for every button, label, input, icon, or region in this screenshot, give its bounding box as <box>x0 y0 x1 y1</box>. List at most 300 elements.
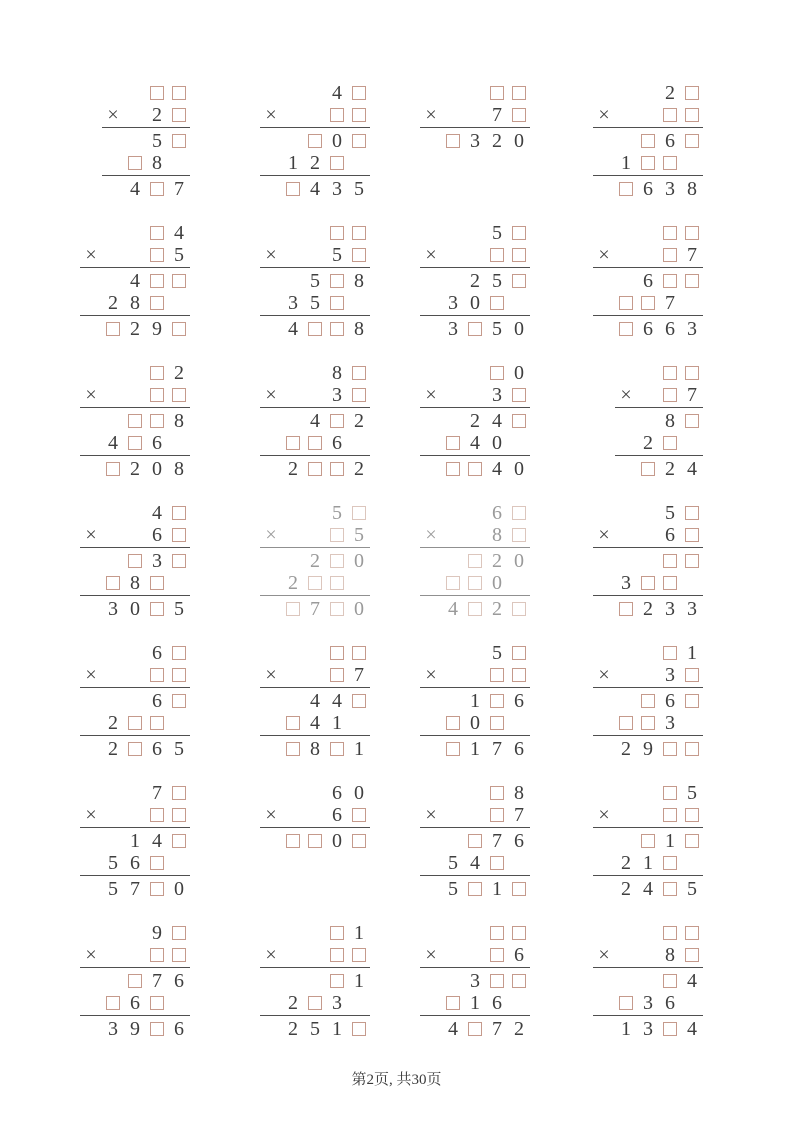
box-cell <box>348 944 370 966</box>
box-cell <box>659 1018 681 1040</box>
digit-cell: 4 <box>152 830 162 852</box>
horizontal-rule <box>420 127 530 128</box>
problem-line <box>420 318 530 340</box>
box-cell <box>348 130 370 152</box>
empty-cell <box>464 524 486 546</box>
missing-digit-box <box>172 646 186 660</box>
missing-digit-box <box>512 414 526 428</box>
box-cell <box>326 664 348 686</box>
missing-digit-box <box>685 694 699 708</box>
empty-cell <box>260 598 282 620</box>
problem-line <box>420 970 530 992</box>
problem-line <box>593 222 703 244</box>
empty-cell <box>420 712 442 734</box>
digit-cell: 0 <box>514 362 524 384</box>
digit-cell: 2 <box>470 270 480 292</box>
empty-cell <box>348 152 370 174</box>
box-cell <box>681 830 703 852</box>
digit-cell: 7 <box>492 738 502 760</box>
missing-digit-box <box>468 834 482 848</box>
empty-cell <box>442 104 464 126</box>
missing-digit-box <box>490 808 504 822</box>
empty-cell <box>420 878 442 900</box>
problem-line <box>260 130 370 152</box>
box-cell <box>146 384 168 406</box>
problem-line <box>260 690 370 712</box>
empty-cell <box>260 922 282 944</box>
empty-cell <box>593 82 615 104</box>
problem-line <box>260 664 370 686</box>
problem-line <box>260 944 370 966</box>
digit-cell: 8 <box>354 270 364 292</box>
horizontal-rule <box>593 687 703 688</box>
problem-line <box>260 922 370 944</box>
digit-cell: 6 <box>152 642 162 664</box>
missing-digit-box <box>352 1022 366 1036</box>
problem-line <box>593 292 703 314</box>
digit-cell: 4 <box>687 458 697 480</box>
missing-digit-box <box>619 322 633 336</box>
empty-cell <box>348 572 370 594</box>
empty-cell <box>615 222 637 244</box>
missing-digit-box <box>150 716 164 730</box>
empty-cell <box>615 782 637 804</box>
missing-digit-box <box>468 882 482 896</box>
problem-line <box>420 830 530 852</box>
empty-cell <box>124 502 146 524</box>
empty-cell <box>102 550 124 572</box>
box-cell <box>659 738 681 760</box>
box-cell <box>681 524 703 546</box>
box-cell <box>326 318 348 340</box>
missing-digit-box <box>663 388 677 402</box>
digit-cell: 6 <box>665 690 675 712</box>
problem-line <box>593 830 703 852</box>
digit-cell: 5 <box>310 292 320 314</box>
missing-digit-box <box>446 996 460 1010</box>
empty-cell <box>442 270 464 292</box>
digit-cell: 9 <box>152 922 162 944</box>
problem-line <box>80 642 190 664</box>
digit-cell: 3 <box>665 664 675 686</box>
digit-cell: 2 <box>492 550 502 572</box>
missing-digit-box <box>308 834 322 848</box>
box-cell <box>637 690 659 712</box>
missing-digit-box <box>330 462 344 476</box>
box-cell <box>326 410 348 432</box>
missing-digit-box <box>352 388 366 402</box>
horizontal-rule <box>420 407 530 408</box>
empty-cell <box>168 852 190 874</box>
missing-digit-box <box>663 274 677 288</box>
empty-cell <box>168 432 190 454</box>
problem-line <box>420 690 530 712</box>
box-cell <box>508 104 530 126</box>
missing-digit-box <box>490 974 504 988</box>
horizontal-rule <box>80 455 190 456</box>
digit-cell: 1 <box>332 1018 342 1040</box>
digit-cell: 2 <box>514 1018 524 1040</box>
missing-digit-box <box>512 646 526 660</box>
empty-cell <box>508 292 530 314</box>
problem-line <box>260 992 370 1014</box>
box-cell <box>146 244 168 266</box>
missing-digit-box <box>512 974 526 988</box>
empty-cell <box>282 664 304 686</box>
box-cell <box>282 830 304 852</box>
box-cell <box>637 830 659 852</box>
empty-cell <box>464 922 486 944</box>
box-cell <box>326 524 348 546</box>
empty-cell <box>681 292 703 314</box>
missing-digit-box <box>352 108 366 122</box>
box-cell <box>659 244 681 266</box>
empty-cell <box>420 642 442 664</box>
missing-digit-box <box>685 926 699 940</box>
horizontal-rule <box>420 875 530 876</box>
digit-cell: 7 <box>687 384 697 406</box>
digit-cell: 1 <box>470 738 480 760</box>
box-cell <box>102 458 124 480</box>
digit-cell: 0 <box>492 432 502 454</box>
digit-cell: 4 <box>470 432 480 454</box>
box-cell <box>146 82 168 104</box>
horizontal-rule <box>260 827 370 828</box>
empty-cell <box>80 830 102 852</box>
problem-line <box>420 244 530 266</box>
empty-cell <box>464 222 486 244</box>
missing-digit-box <box>490 926 504 940</box>
empty-cell <box>282 244 304 266</box>
problem-line <box>102 178 190 200</box>
box-cell <box>146 664 168 686</box>
empty-cell <box>124 104 146 126</box>
horizontal-rule <box>260 687 370 688</box>
empty-cell <box>593 878 615 900</box>
empty-cell <box>442 222 464 244</box>
times-sign: × <box>425 664 437 686</box>
missing-digit-box <box>685 742 699 756</box>
digit-cell: 7 <box>174 178 184 200</box>
empty-cell <box>637 82 659 104</box>
digit-cell: 7 <box>492 1018 502 1040</box>
times-sign: × <box>85 804 97 826</box>
empty-cell <box>348 432 370 454</box>
box-cell <box>124 432 146 454</box>
box-cell <box>486 292 508 314</box>
missing-digit-box <box>150 576 164 590</box>
problem-line <box>260 222 370 244</box>
digit-cell: 5 <box>448 852 458 874</box>
missing-digit-box <box>685 86 699 100</box>
empty-cell <box>615 458 637 480</box>
missing-digit-box <box>330 742 344 756</box>
empty-cell <box>260 222 282 244</box>
box-cell <box>464 598 486 620</box>
times-sign: × <box>85 384 97 406</box>
empty-cell <box>80 222 102 244</box>
multiplication-problem <box>420 782 530 900</box>
box-cell <box>659 572 681 594</box>
box-cell <box>615 318 637 340</box>
empty-cell <box>464 782 486 804</box>
problem-line <box>420 270 530 292</box>
empty-cell <box>593 690 615 712</box>
problem-line <box>420 222 530 244</box>
missing-digit-box <box>286 834 300 848</box>
problem-line <box>102 82 190 104</box>
digit-cell: 1 <box>354 738 364 760</box>
times-sign: × <box>85 244 97 266</box>
missing-digit-box <box>150 248 164 262</box>
empty-cell <box>282 104 304 126</box>
missing-digit-box <box>150 296 164 310</box>
box-cell <box>146 410 168 432</box>
missing-digit-box <box>330 528 344 542</box>
empty-cell <box>260 830 282 852</box>
problem-line <box>593 712 703 734</box>
missing-digit-box <box>641 156 655 170</box>
digit-cell: 1 <box>130 830 140 852</box>
digit-cell: 2 <box>665 458 675 480</box>
box-cell <box>615 712 637 734</box>
empty-cell <box>80 690 102 712</box>
box-cell <box>637 572 659 594</box>
digit-cell: 3 <box>288 292 298 314</box>
empty-cell <box>464 104 486 126</box>
missing-digit-box <box>512 86 526 100</box>
missing-digit-box <box>308 134 322 148</box>
empty-cell <box>282 410 304 432</box>
empty-cell <box>168 572 190 594</box>
digit-cell: 6 <box>152 432 162 454</box>
problem-line <box>260 292 370 314</box>
missing-digit-box <box>512 528 526 542</box>
empty-cell <box>593 712 615 734</box>
digit-cell: 9 <box>130 1018 140 1040</box>
box-cell <box>348 642 370 664</box>
horizontal-rule <box>593 315 703 316</box>
missing-digit-box <box>286 436 300 450</box>
digit-cell: 8 <box>130 292 140 314</box>
problem-line <box>593 878 703 900</box>
missing-digit-box <box>490 366 504 380</box>
digit-cell: 4 <box>643 878 653 900</box>
missing-digit-box <box>286 602 300 616</box>
empty-cell <box>80 1018 102 1040</box>
empty-cell <box>420 782 442 804</box>
empty-cell <box>593 270 615 292</box>
missing-digit-box <box>330 108 344 122</box>
missing-digit-box <box>468 1022 482 1036</box>
box-cell <box>508 878 530 900</box>
digit-cell: 6 <box>643 178 653 200</box>
problem-line <box>80 782 190 804</box>
empty-cell <box>420 432 442 454</box>
multiplication-problem <box>260 502 370 620</box>
box-cell <box>146 362 168 384</box>
multiplication-problem <box>260 82 370 200</box>
digit-cell: 6 <box>152 524 162 546</box>
problem-line <box>260 104 370 126</box>
digit-cell: 6 <box>130 852 140 874</box>
box-cell <box>146 598 168 620</box>
empty-cell <box>593 222 615 244</box>
empty-cell <box>420 130 442 152</box>
missing-digit-box <box>619 296 633 310</box>
multiplication-problem <box>420 362 530 480</box>
empty-cell <box>282 82 304 104</box>
empty-cell <box>637 804 659 826</box>
box-cell <box>464 878 486 900</box>
missing-digit-box <box>663 226 677 240</box>
digit-cell: 0 <box>354 598 364 620</box>
times-sign: × <box>425 524 437 546</box>
problem-line <box>260 738 370 760</box>
digit-cell: 1 <box>354 922 364 944</box>
empty-cell <box>593 130 615 152</box>
empty-cell <box>420 550 442 572</box>
problem-line <box>615 362 703 384</box>
problem-line <box>420 432 530 454</box>
problem-line <box>260 970 370 992</box>
digit-cell: 9 <box>643 738 653 760</box>
missing-digit-box <box>352 86 366 100</box>
missing-digit-box <box>490 248 504 262</box>
problem-line <box>593 572 703 594</box>
empty-cell <box>80 642 102 664</box>
empty-cell <box>615 270 637 292</box>
digit-cell: 4 <box>470 852 480 874</box>
missing-digit-box <box>352 808 366 822</box>
digit-cell: 1 <box>643 852 653 874</box>
problem-line <box>420 878 530 900</box>
missing-digit-box <box>172 322 186 336</box>
missing-digit-box <box>663 646 677 660</box>
problem-line <box>593 782 703 804</box>
digit-cell: 2 <box>665 82 675 104</box>
empty-cell <box>420 1018 442 1040</box>
box-cell <box>304 830 326 852</box>
times-sign: × <box>265 524 277 546</box>
horizontal-rule <box>593 127 703 128</box>
digit-cell: 5 <box>108 878 118 900</box>
box-cell <box>508 502 530 524</box>
digit-cell: 2 <box>621 852 631 874</box>
empty-cell <box>593 292 615 314</box>
empty-cell <box>420 362 442 384</box>
empty-cell <box>260 410 282 432</box>
empty-cell <box>593 1018 615 1040</box>
empty-cell <box>615 82 637 104</box>
empty-cell <box>420 82 442 104</box>
box-cell <box>442 738 464 760</box>
box-cell <box>681 410 703 432</box>
horizontal-rule <box>80 735 190 736</box>
multiplication-problem <box>260 642 370 760</box>
problem-line <box>420 82 530 104</box>
digit-cell: 3 <box>665 178 675 200</box>
digit-cell: 3 <box>108 1018 118 1040</box>
digit-cell: 0 <box>174 878 184 900</box>
empty-cell <box>420 738 442 760</box>
box-cell <box>659 922 681 944</box>
digit-cell: 3 <box>448 292 458 314</box>
missing-digit-box <box>330 948 344 962</box>
empty-cell <box>80 270 102 292</box>
problem-line <box>420 782 530 804</box>
box-cell <box>348 82 370 104</box>
digit-cell: 5 <box>492 222 502 244</box>
empty-cell <box>508 852 530 874</box>
missing-digit-box <box>172 948 186 962</box>
empty-cell <box>102 410 124 432</box>
digit-cell: 7 <box>492 830 502 852</box>
box-cell <box>508 664 530 686</box>
empty-cell <box>80 782 102 804</box>
digit-cell: 5 <box>332 244 342 266</box>
digit-cell: 0 <box>514 130 524 152</box>
box-cell <box>282 598 304 620</box>
empty-cell <box>420 410 442 432</box>
box-cell <box>102 992 124 1014</box>
digit-cell: 0 <box>152 458 162 480</box>
missing-digit-box <box>685 668 699 682</box>
missing-digit-box <box>685 108 699 122</box>
box-cell <box>486 804 508 826</box>
times-sign: × <box>107 104 119 126</box>
box-cell <box>681 690 703 712</box>
digit-cell: 3 <box>108 598 118 620</box>
horizontal-rule <box>80 687 190 688</box>
multiplication-problem <box>593 82 703 200</box>
box-cell <box>659 804 681 826</box>
box-cell <box>326 222 348 244</box>
missing-digit-box <box>490 86 504 100</box>
empty-cell <box>615 642 637 664</box>
problem-line <box>80 664 190 686</box>
missing-digit-box <box>641 134 655 148</box>
empty-cell <box>442 524 464 546</box>
times-sign: × <box>265 244 277 266</box>
empty-cell <box>282 970 304 992</box>
digit-cell: 5 <box>174 598 184 620</box>
empty-cell <box>168 152 190 174</box>
problem-line <box>420 384 530 406</box>
digit-cell: 2 <box>310 152 320 174</box>
missing-digit-box <box>663 108 677 122</box>
box-cell <box>326 152 348 174</box>
empty-cell <box>102 970 124 992</box>
horizontal-rule <box>420 595 530 596</box>
multiplication-problem <box>260 222 370 340</box>
box-cell <box>124 738 146 760</box>
horizontal-rule <box>593 547 703 548</box>
box-cell <box>486 664 508 686</box>
digit-cell: 5 <box>332 502 342 524</box>
empty-cell <box>615 130 637 152</box>
digit-cell: 5 <box>152 130 162 152</box>
missing-digit-box <box>172 506 186 520</box>
missing-digit-box <box>352 366 366 380</box>
empty-cell <box>260 690 282 712</box>
empty-cell <box>102 502 124 524</box>
missing-digit-box <box>685 366 699 380</box>
digit-cell: 6 <box>643 270 653 292</box>
digit-cell: 2 <box>354 410 364 432</box>
box-cell <box>508 270 530 292</box>
problem-line <box>80 804 190 826</box>
